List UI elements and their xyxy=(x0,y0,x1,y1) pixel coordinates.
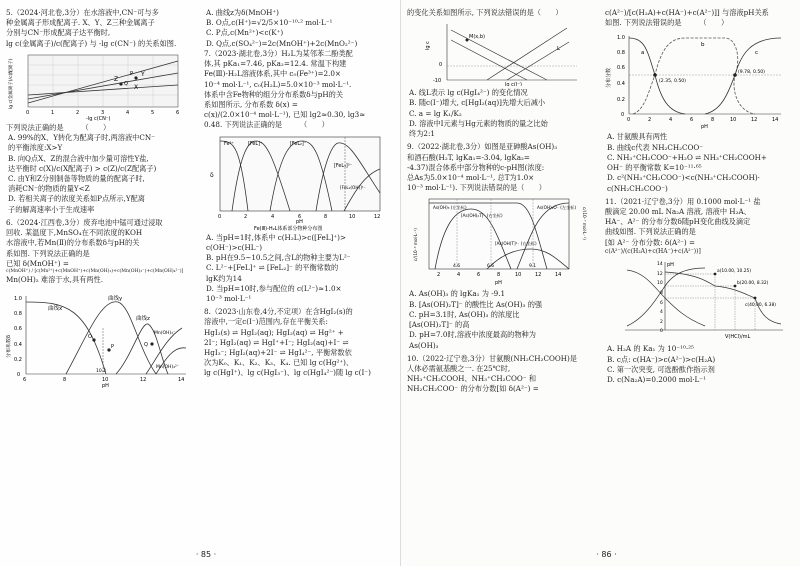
q10-option: B. 曲线c代表 NH₂CH₂COO⁻ xyxy=(607,142,704,152)
q6-figure xyxy=(6,288,191,388)
q9-ylabel-right: c/(10⁻⁷ mol·L⁻¹) xyxy=(582,207,587,241)
q10-xtick: 6 xyxy=(690,117,694,124)
q7-caption: Fe(Ⅲ)-H₂L体系部分物种分布图 xyxy=(254,225,323,231)
q10-ytick: 0.6 xyxy=(617,65,625,72)
q7-line: 10⁻⁴ mol·L⁻¹, c₀(H₂L)=5.0×10⁻³ mol·L⁻¹. xyxy=(204,79,352,89)
q7-label-fel3: [FeL₃]³⁻ xyxy=(334,163,353,169)
q8c-line: 的变化关系如图所示, 下列说法错误的是（ ） xyxy=(407,8,563,17)
question-7 xyxy=(204,49,394,304)
left-column-2 xyxy=(204,8,394,544)
question-5 xyxy=(6,8,196,215)
q10-label-a: a xyxy=(641,50,645,57)
page-86 xyxy=(400,0,800,566)
q8-ytick: -10 xyxy=(433,78,442,85)
q8-point-m: M(x,b) xyxy=(469,34,485,41)
q9-ylabel-left: c/(10⁻⁴ mol·L⁻¹) xyxy=(413,228,418,262)
q11-ytick: 0 xyxy=(660,329,663,335)
q8-line: HgI₂(s) ⇌ HgI₂(aq); HgI₂(aq) ⇌ Hg²⁺ + xyxy=(204,327,344,337)
q6-line: 水溶液中,若Mn(Ⅱ)的分布系数δ与pH的关 xyxy=(6,238,140,248)
q5-line: lg c(金属离子)/c(配离子) 与 -lg c(CN⁻) 的关系如图. xyxy=(6,38,177,48)
q5-option: A. 99%的X、Y转化为配离子时,两溶液中CN⁻ xyxy=(8,133,155,143)
q10-ytick: 0.4 xyxy=(617,81,625,88)
q10-line: NH₂CH₂COO⁻ 的分布分数[如 δ(A²⁻) = xyxy=(407,384,539,394)
q11-line: 11.（2021·辽宁卷,3分）用 0.1000 mol·L⁻¹ 盐 xyxy=(605,196,761,206)
q6-ytick: 0.4 xyxy=(14,341,22,348)
q10-xtick: 4 xyxy=(669,117,673,124)
q5-xtick: 0 xyxy=(26,109,30,116)
q7-option: A. 当pH=1时,体系中 c(H₂L)>c([FeL]⁺)> xyxy=(206,232,346,242)
q7-line: 7.（2023·湖北卷,3分）H₂L为某邻苯二酚类配 xyxy=(204,48,353,58)
q6-line: 已知 δ(MnOH⁺) = xyxy=(6,258,69,268)
q9-option: D. pH=7.0时,溶液中浓度最高的物种为 xyxy=(409,330,536,340)
q10-xtick: 0 xyxy=(627,117,631,124)
q7-label-fel2oh: [FeL₂(OH)]²⁻ xyxy=(340,184,366,190)
q11-line: 曲线如图. 下列说法正确的是 xyxy=(605,227,696,237)
q6-xtick: 10 xyxy=(102,376,109,383)
q10c-line: 如图. 下列说法错误的是 （ ） xyxy=(605,18,729,28)
q11-ytick: 12 xyxy=(657,272,663,278)
q11-option: C. 第一次突变, 可选酚酞作指示剂 xyxy=(607,364,715,374)
q9-line: 10⁻³ mol·L⁻¹). 下列说法错误的是（ ） xyxy=(407,183,546,193)
q10-ylabel: 分布分数 xyxy=(606,68,612,89)
q6-xlabel: pH xyxy=(102,382,109,388)
q7-ylabel: δ xyxy=(210,171,214,179)
q9-option: A. As(OH)₃ 的 lgKa₁ 为 -9.1 xyxy=(409,289,506,299)
q8-line: HgI₃⁻; HgI₂(aq)+2I⁻ ⇌ HgI₄²⁻, 平衡常数依 xyxy=(204,348,352,358)
q7-xtick: 10 xyxy=(349,213,356,220)
q8-xlabel: lg c(I⁻) xyxy=(505,82,522,87)
q11-ytick: 4 xyxy=(660,310,663,316)
q6-curve-mnoh4: Mn(OH)₄²⁻ xyxy=(156,364,180,370)
q5-xtick: 6 xyxy=(176,109,180,116)
question-9 xyxy=(407,142,597,350)
q5-stem: 下列说法正确的是 （ ） xyxy=(6,122,111,132)
q5-xtick: 4 xyxy=(126,109,130,116)
q9-xtick: 6 xyxy=(477,272,481,279)
q9-option: [As(OH)₂T]⁻ 的高 xyxy=(409,320,470,330)
q9-option: B. [As(OH)₂T]⁻ 的酸性比 As(OH)₃ 的强 xyxy=(409,299,543,309)
q7-option: D. 当pH=10时,参与配位的 c(L²⁻)≈1.0× xyxy=(206,283,342,293)
q5-line: 分别与CN⁻形成配离子达平衡时, xyxy=(6,28,111,38)
q8-ylabel: lg c xyxy=(425,41,431,51)
q6-curve-y: 曲线y xyxy=(108,295,123,302)
q11-line: c(A²⁻)/(c(H₂A)+c(HA⁻)+c(A²⁻))] xyxy=(605,247,701,255)
q11-figure xyxy=(605,258,790,342)
q10-ytick: 0.8 xyxy=(617,50,625,57)
q6-curve-z: 曲线z xyxy=(136,315,150,322)
q9-xtick: 2 xyxy=(437,272,441,279)
q8-option: D. 溶液中I元素与Hg元素的物质的量之比始 xyxy=(409,118,548,128)
q9-label-asoh2t: [As(OH)₂T]⁻ (右坐标) xyxy=(461,213,503,219)
q11-ytick: 10 xyxy=(657,281,663,287)
q5-ylabel: lg c(金属离子)/c(配离子) xyxy=(9,58,14,109)
q7-xtick: 6 xyxy=(298,213,302,220)
q10-xtick: 12 xyxy=(751,117,758,124)
q11-point-c: c(40.00, 6.38) xyxy=(745,303,776,309)
q10-xtick: 2 xyxy=(648,117,652,124)
q5-fig-label-z: Z xyxy=(114,75,119,83)
question-8-continued xyxy=(407,8,597,139)
q9-figure xyxy=(407,195,592,287)
q7-xtick: 4 xyxy=(271,213,275,220)
q6-point-q: Q xyxy=(144,341,148,348)
q9-option: C. pH=3.1时, As(OH)₃ 的浓度比 xyxy=(409,309,520,319)
q9-xtick: 14 xyxy=(555,272,562,279)
q9-xtick: 10 xyxy=(515,272,522,279)
question-6 xyxy=(6,218,196,388)
q6-ytick: 0 xyxy=(17,371,21,378)
q11-ytick: 2 xyxy=(660,320,663,326)
q11-line: HA⁻、A²⁻ 的分布分数δ随pH变化曲线及滴定 xyxy=(605,217,751,227)
q8-line: lg c(HgI⁺)、lg c(HgI₃⁻)、lg c(HgI₄²⁻)随 lg c(I⁻) xyxy=(204,368,371,378)
q8-option: B. 随c(I⁻)增大, c[HgI₂(aq)]先增大后减小 xyxy=(409,98,546,108)
q5-xtick: 2 xyxy=(76,109,80,116)
q8-ytick: 0 xyxy=(439,62,443,69)
q11-line: [如 A²⁻ 分布分数: δ(A²⁻) = xyxy=(605,237,695,247)
q5-option: 达平衡时 c(X)/c(X配离子) > c(Z)/c(Z配离子) xyxy=(8,163,157,173)
q6-xtick: 8 xyxy=(63,376,67,383)
q7-label-fel2: [FeL₂]⁻ xyxy=(290,141,307,147)
q9-mark: 4.6 xyxy=(453,264,461,270)
q6-curve-x: 曲线x xyxy=(48,305,63,312)
q10-xtick: 14 xyxy=(772,117,779,124)
q6-point-o: O xyxy=(88,333,92,340)
q7-line: 系如图所示, 分布系数 δ(x) = xyxy=(204,99,298,109)
q8-line: 2I⁻; HgI₂(aq) ⇌ HgI⁺+I⁻; HgI₂(aq)+I⁻ ⇌ xyxy=(204,337,349,347)
q8-line: 次为K₀、K₁、K₂、K₃、K₄. 已知 lg c(Hg²⁺)、 xyxy=(204,358,354,368)
q7-option: lgK约为14 xyxy=(206,273,242,283)
q6-curve-mnoh3: Mn(OH)₃⁻ xyxy=(154,330,176,336)
q10-option: c(NH₂CH₂COO⁻) xyxy=(607,183,668,193)
q6-ytick: 0.8 xyxy=(14,310,22,317)
q7-line: Fe(Ⅲ)-H₂L溶液体系,其中 c₀(Fe³⁺)=2.0× xyxy=(204,69,341,79)
q11-ytick: 14 xyxy=(657,262,663,268)
q11-ylabel: pH xyxy=(667,262,674,269)
q6-vline-label: 10.2 xyxy=(96,368,107,374)
q5-option: 子的解离速率小于生成速率 xyxy=(8,204,95,214)
q10-option: C. NH₃⁺CH₂COO⁻+H₂O ⇌ NH₃⁺CH₂COOH+ xyxy=(607,152,767,162)
q6-point-p: P xyxy=(111,343,115,350)
q5-xlabel: -lg c(CN⁻) xyxy=(86,115,111,121)
q9-line: 和酒石酸(H₂T, lgKa₁=-3.04, lgKa₂= xyxy=(407,152,530,162)
q11-option: B. c点: c(HA⁻)>c(A²⁻)>c(H₂A) xyxy=(607,354,716,364)
q10-label-b: b xyxy=(701,42,705,49)
q9-xtick: 12 xyxy=(535,272,542,279)
q6-line: 系如图. 下列说法正确的是 xyxy=(6,248,90,258)
q10-line: 10.（2022·辽宁卷,3分）甘氨酸(NH₂CH₂COOH)是 xyxy=(407,353,577,363)
q10-xlabel: pH xyxy=(701,124,708,131)
q6-line: c(MnOH⁺) / [c(Mn²⁺)+c(MnOH⁺)+c(Mn(OH)₂)+c(Mn(OH)₃⁻)+c(Mn(OH)₄²⁻)] xyxy=(6,268,184,274)
q11-point-a: a(10.00, 10.25) xyxy=(717,269,752,275)
q7-option: C. L²⁻+[FeL]⁺ ⇌ [FeL₂]⁻ 的平衡常数的 xyxy=(206,263,339,273)
q7-option: B. pH在9.5~10.5之间,含L的物种主要为L²⁻ xyxy=(206,253,351,263)
q9-label-asoh2o: As(OH)₂O⁻ (左坐标) xyxy=(537,205,577,211)
q6-line: 6.（2024·江西卷,3分）废弃电池中锰可通过浸取 xyxy=(6,217,163,227)
q10-option: D. c²(NH₃⁺CH₂COO⁻)<c(NH₃⁺CH₂COOH)· xyxy=(607,173,760,183)
q7-figure xyxy=(204,133,389,231)
q9-xtick: 8 xyxy=(497,272,501,279)
q7-xtick: 0 xyxy=(218,213,222,220)
q6-line: Mn(OH)₂ 难溶于水,具有两性. xyxy=(6,275,103,285)
q8-option: A. 线L表示 lg c(HgI₄²⁻) 的变化情况 xyxy=(409,88,528,98)
q9-mark: 6.6 xyxy=(487,264,495,270)
q6-ytick: 0.6 xyxy=(14,325,22,332)
q5-figure xyxy=(6,51,191,121)
q10-option: A. 甘氨酸具有两性 xyxy=(607,132,668,142)
q11-line: 酸滴定 20.00 mL Na₂A 溶液, 溶液中 H₂A、 xyxy=(605,206,751,216)
q8-line: 溶液中,一定c(I⁻)范围内,存在平衡关系: xyxy=(204,317,328,327)
q5-fig-label-y: Y xyxy=(141,70,145,78)
q9-label-asoht: [As(OH)T]²⁻ (右坐标) xyxy=(495,241,537,247)
q5-fig-label-q: Q xyxy=(124,80,128,87)
q6-xtick: 6 xyxy=(23,376,27,383)
q5-xtick: 3 xyxy=(101,109,105,116)
q10-ytick: 1.0 xyxy=(617,35,625,42)
q11-ytick: 8 xyxy=(660,291,663,297)
q7-xtick: 8 xyxy=(324,213,328,220)
q10-option: OH⁻ 的平衡常数 K=10⁻¹¹·⁶⁵ xyxy=(607,163,702,173)
right-column-2 xyxy=(605,8,795,544)
q6-xtick: 14 xyxy=(178,376,185,383)
q5-fig-label-x: X xyxy=(134,83,139,91)
q8-option: C. a = lg K₁/K₂ xyxy=(409,108,462,118)
q7-option: 10⁻³ mol·L⁻¹ xyxy=(206,293,252,303)
q8-label-l: L xyxy=(557,46,561,53)
q6-ylabel: 分布系数δ xyxy=(6,334,12,358)
q5-fig-label-p: P xyxy=(130,70,134,77)
q6-ytick: 0.2 xyxy=(14,356,22,363)
q10-ytick: 0.2 xyxy=(617,97,625,104)
q7-line: 体,其 pKa₁=7.46, pKa₂=12.4. 常温下构建 xyxy=(204,59,347,69)
q9-label-asoh3: As(OH)₃ (左坐标) xyxy=(433,205,467,211)
q9-xtick: 4 xyxy=(457,272,461,279)
q9-line: 总As为5.0×10⁻⁴ mol·L⁻¹, 总T为1.0× xyxy=(407,172,535,182)
question-8 xyxy=(204,307,394,379)
left-column-1 xyxy=(6,8,196,544)
q10-line: 人体必需氨基酸之一. 在25℃时, xyxy=(407,363,511,373)
page-number-left: · 85 · xyxy=(195,549,217,559)
q6-xtick: 12 xyxy=(140,376,147,383)
q10-line: NH₃⁺CH₂COOH、NH₃⁺CH₂COO⁻ 和 xyxy=(407,374,537,384)
q8-figure xyxy=(407,20,592,86)
q7-xtick: 2 xyxy=(244,213,248,220)
question-10 xyxy=(407,354,597,395)
q5-option: 消耗CN⁻的物质的量Y<Z xyxy=(8,184,90,194)
q11-option: D. c(Na₂A)=0.2000 mol·L⁻¹ xyxy=(607,375,706,385)
q9-line: 9.（2022·湖北卷,3分）如图是亚砷酸As(OH)₃ xyxy=(407,142,558,152)
q5-xtick: 1 xyxy=(51,109,55,116)
q10c-line: c(A²⁻)/[c(H₂A)+c(HA⁻)+c(A²⁻)]] 与溶液pH关系 xyxy=(605,8,769,17)
q8-line: 8.（2023·山东卷,4分,不定项）在含HgI₂(s)的 xyxy=(204,307,353,317)
q10-point-1: (2.35, 0.50) xyxy=(659,79,686,85)
q5-option: 的平衡浓度:X>Y xyxy=(8,143,63,153)
question-11 xyxy=(605,197,795,385)
question-10-continued xyxy=(605,8,795,194)
q6-option: D. Q点,c(SO₄²⁻)=2c(MnOH⁺)+2c(MnO₂²⁻) xyxy=(206,38,358,48)
q5-option: C. 由Y和Z分别制备等物质的量的配离子时, xyxy=(8,173,145,183)
q10-ytick: 0 xyxy=(621,112,625,119)
q10-xtick: 8 xyxy=(711,117,715,124)
q10-figure xyxy=(605,30,790,130)
q6-option: C. P点,c(Mn²⁺)<c(K⁺) xyxy=(206,28,284,38)
q6-line: 回收. 某温度下,MnSO₄在不同浓度的KOH xyxy=(6,228,143,238)
right-column-1 xyxy=(407,8,597,544)
q10-xtick: 10 xyxy=(730,117,737,124)
q6-ytick: 1.0 xyxy=(14,295,22,302)
q11-point-b: b(20.00, 8.32) xyxy=(737,281,769,287)
q7-option: c(OH⁻)>c(HL⁻) xyxy=(206,242,263,252)
q10-point-2: (9.78, 0.50) xyxy=(738,70,765,76)
q9-xlabel: pH xyxy=(495,280,502,287)
q9-line: -4.37)混合体系中部分物种的c-pH图(浓度: xyxy=(407,162,545,172)
q7-line: c(x)/(2.0×10⁻⁴ mol·L⁻¹), 已知 lg2≈0.30, lg3≈ xyxy=(204,110,366,120)
page-number-right: · 86 · xyxy=(596,549,617,559)
q7-line: 0.48. 下列说法正确的是 （ ） xyxy=(204,120,329,130)
q6-option: A. 曲线z为δ(MnOH⁺) xyxy=(206,8,279,17)
q7-label-fe3: Fe³⁺ xyxy=(224,141,234,147)
q5-option: B. 向Q点X、Z的混合液中加少量可溶性Y盐, xyxy=(8,153,149,163)
q8-option: 终为2:1 xyxy=(409,129,435,139)
q7-label-fel: [FeL]⁺ xyxy=(248,141,263,147)
q7-xlabel: pH xyxy=(296,218,303,225)
q11-ytick: 6 xyxy=(660,301,663,307)
q7-xtick: 12 xyxy=(374,213,381,220)
q5-line: 种金属离子形成配离子. X、Y、Z三种金属离子 xyxy=(6,18,155,28)
q7-line: 体系中含Fe物种的组分分布系数δ与pH的关 xyxy=(204,89,344,99)
q9-option: As(OH)₃ xyxy=(409,340,439,350)
q9-mark: 9.1 xyxy=(529,264,537,270)
q5-line: 5.（2024·河北卷,3分）在水溶液中,CN⁻可与多 xyxy=(6,8,159,17)
q11-xlabel: V(HCl)/mL xyxy=(725,334,751,341)
q11-option: A. H₂A 的 Ka₁ 为 10⁻¹⁰·²⁵ xyxy=(607,344,694,354)
q5-option: D. 若相关离子的浓度关系如P点所示,Y配离 xyxy=(8,194,145,204)
q6-option: B. O点,c(H⁺)=√2/5×10⁻¹⁰·² mol·L⁻¹ xyxy=(206,18,333,28)
q10-label-c: c xyxy=(755,50,759,57)
q5-xtick: 5 xyxy=(151,109,155,116)
